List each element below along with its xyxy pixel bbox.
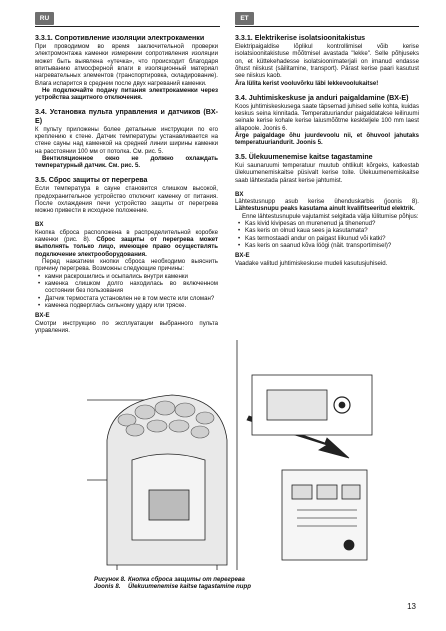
ru-bxe-label: BX-E — [35, 312, 50, 320]
lang-tag-et: ET — [235, 12, 254, 25]
et-bx-label: BX — [235, 190, 244, 198]
list-item: • Kas keris on olnud kaua sees ja kasutamata? — [245, 227, 419, 234]
figure-caption-ru — [94, 576, 251, 583]
et-section-34-title: 3.4. Juhtimiskeskuse ja anduri paigaldamine (BX-E) — [235, 93, 409, 102]
ru-section-35-title: 3.5. Сброс защиты от перегрева — [35, 176, 148, 185]
et-bxe-text: Vaadake valitud juhtimiskeskuse mudeli kasutusjuhiseid. — [235, 259, 388, 267]
et-bx-text: Lähtestusnupp asub kerise ühenduskarbis (joonis 8). — [235, 198, 419, 205]
ru-section-34-warning: Вентиляционное окно не должно охлаждать температурный датчик. См. рис. 5. — [35, 155, 218, 170]
et-bxe-label: BX-E — [235, 252, 250, 260]
et-section-331-warning: Ära lülita kerist vooluvõrku läbi lekkevoolukaitse! — [235, 79, 379, 87]
et-bx-warning: Lähtestusnupu peaks kasutama ainult kvalifitseeritud elektrik. — [235, 205, 415, 213]
page-number: 13 — [407, 602, 416, 611]
ru-section-35-text: Если температура в сауне становится слишком высокой, предохранительное устройство отключит каменку от питания. После охлаждения печи устройство защиты от перегрева можно привести в исходное положение. — [35, 185, 218, 215]
caption-et-text: Ülekuumenemise kaitse tagastamine nupp — [128, 583, 251, 591]
ru-bx-paragraph — [35, 229, 218, 258]
et-section-35-text: Kui saunaruumi temperatuur muutub ohtlikult kõrgeks, katkestab ülekuumenemiskaitse püsivalt kerise toite. Ülekuumenemiskaitse saab lähtestada pärast kerise jahtumist. — [235, 162, 419, 184]
column-et — [235, 34, 419, 267]
et-section-331-text: Elektripaigaldise lõplikul kontrollimisel võib kerise isolatsioonitakistuse mõõtmisel avastada "lekke". Selle põhjuseks on, et küttekehadesse isolatsioonimaterjali on imanud endasse õhust niiskust (säilitamine, transport). Pärast kerise paari kasutust see niiskus kaob. — [235, 43, 419, 80]
et-bx-paragraph — [235, 198, 419, 213]
ru-cause-list — [35, 273, 218, 310]
list-item: • Kas termostaadi andur on paigast liikunud või katki? — [245, 235, 419, 242]
caption-ru-text: Кнопка сброса защиты от перегрева — [128, 576, 245, 583]
ru-section-331-title: 3.3.1. Сопротивление изоляции электрокаменки — [35, 34, 205, 42]
column-ru — [35, 34, 218, 334]
list-item: • Kas kivid kivipesas on murenenud ja tihenenud? — [245, 220, 419, 227]
ru-section-34-title: 3.4. Установка пульта управления и датчиков (BX-E) — [35, 108, 218, 125]
caption-et-label: Joonis 8. — [94, 583, 121, 591]
list-item: • камни раскрошились и осыпались внутри каменки — [45, 273, 218, 280]
heater-reset-illustration — [87, 340, 384, 570]
ru-section-34-text: К пульту приложены более детальные инструкции по его креплению к стене. Датчик температуры устанавливается на стене сауны над каменкой на средней линии ширины каменки на расстоянии 100 мм от потолка. См. рис. 5. — [35, 125, 218, 155]
lang-tag-ru: RU — [35, 12, 54, 25]
ru-section-331-text: При проводимом во время заключительной проверки электромонтажа каменки измерении сопротивления изоляции может быть выявлена «утечка», что происходит благодаря впитыванию атмосферной влаги в изоляционный материал нагревательных элементов (транспортировка, складирование). Влага испарится в среднем после двух нагреваний каменки. — [35, 43, 218, 87]
figure-caption-et — [94, 583, 251, 590]
et-cause-list — [235, 220, 419, 249]
top-rule-right — [235, 26, 419, 27]
ru-bx-warning: Сброс защиты от перегрева может выполнять только лицо, имеющее право осуществлять подключение электрооборудования. — [35, 235, 218, 258]
list-item: • каменка слишком долго находилась во включенном состоянии без пользования — [45, 280, 218, 295]
ru-bx-label: BX — [35, 221, 44, 229]
figure-caption — [94, 576, 251, 591]
ru-section-331-warning: Не подключайте подачу питания электрокаменки через устройства защитного отключения. — [35, 87, 218, 102]
list-item: • Датчик термостата установлен не в том месте или сломан? — [45, 295, 218, 302]
ru-bx-intro: Перед нажатием кнопки сброса необходимо выяснить причину перегрева. Возможны следующие причины: — [35, 257, 218, 273]
list-item: • Kas keris on saanud kõva löögi (näit. transportimisel)? — [245, 242, 419, 249]
et-section-331-title: 3.3.1. Elektrikerise isolatsioonitakistus — [235, 34, 366, 42]
caption-ru-label: Рисунок 8. — [94, 576, 126, 583]
ru-bxe-text: Смотри инструкцию по эксплуатации выбранного пульта управления. — [35, 319, 218, 334]
list-item: • каменка подверглась сильному удару или тряске. — [45, 302, 218, 309]
top-rule-left — [35, 26, 220, 27]
et-section-35-title: 3.5. Ülekuumenemise kaitse tagastamine — [235, 153, 373, 162]
et-bx-intro: Enne lähtestusnupule vajutamist selgitada välja lülitumise põhjus: — [242, 212, 419, 220]
et-section-34-warning: Ärge paigaldage õhu juurdevoolu nii, et õhuvool jahutaks temperatuuriandurit. Joonis 5. — [235, 131, 419, 147]
ru-bx-text: Кнопка сброса расположена в распределительной коробке каменки (рис. 8). — [35, 228, 218, 243]
et-section-34-text: Koos juhtimiskeskusega saate täpsemad juhised selle kohta, kuidas keskus seina kinnitada. Temperatuuriandur paigaldatakse leiliruumi seinale kerise kohale kerise laiusmõõtme keskteljele 100 mm laest allapoole. Joonis 6. — [235, 102, 419, 132]
